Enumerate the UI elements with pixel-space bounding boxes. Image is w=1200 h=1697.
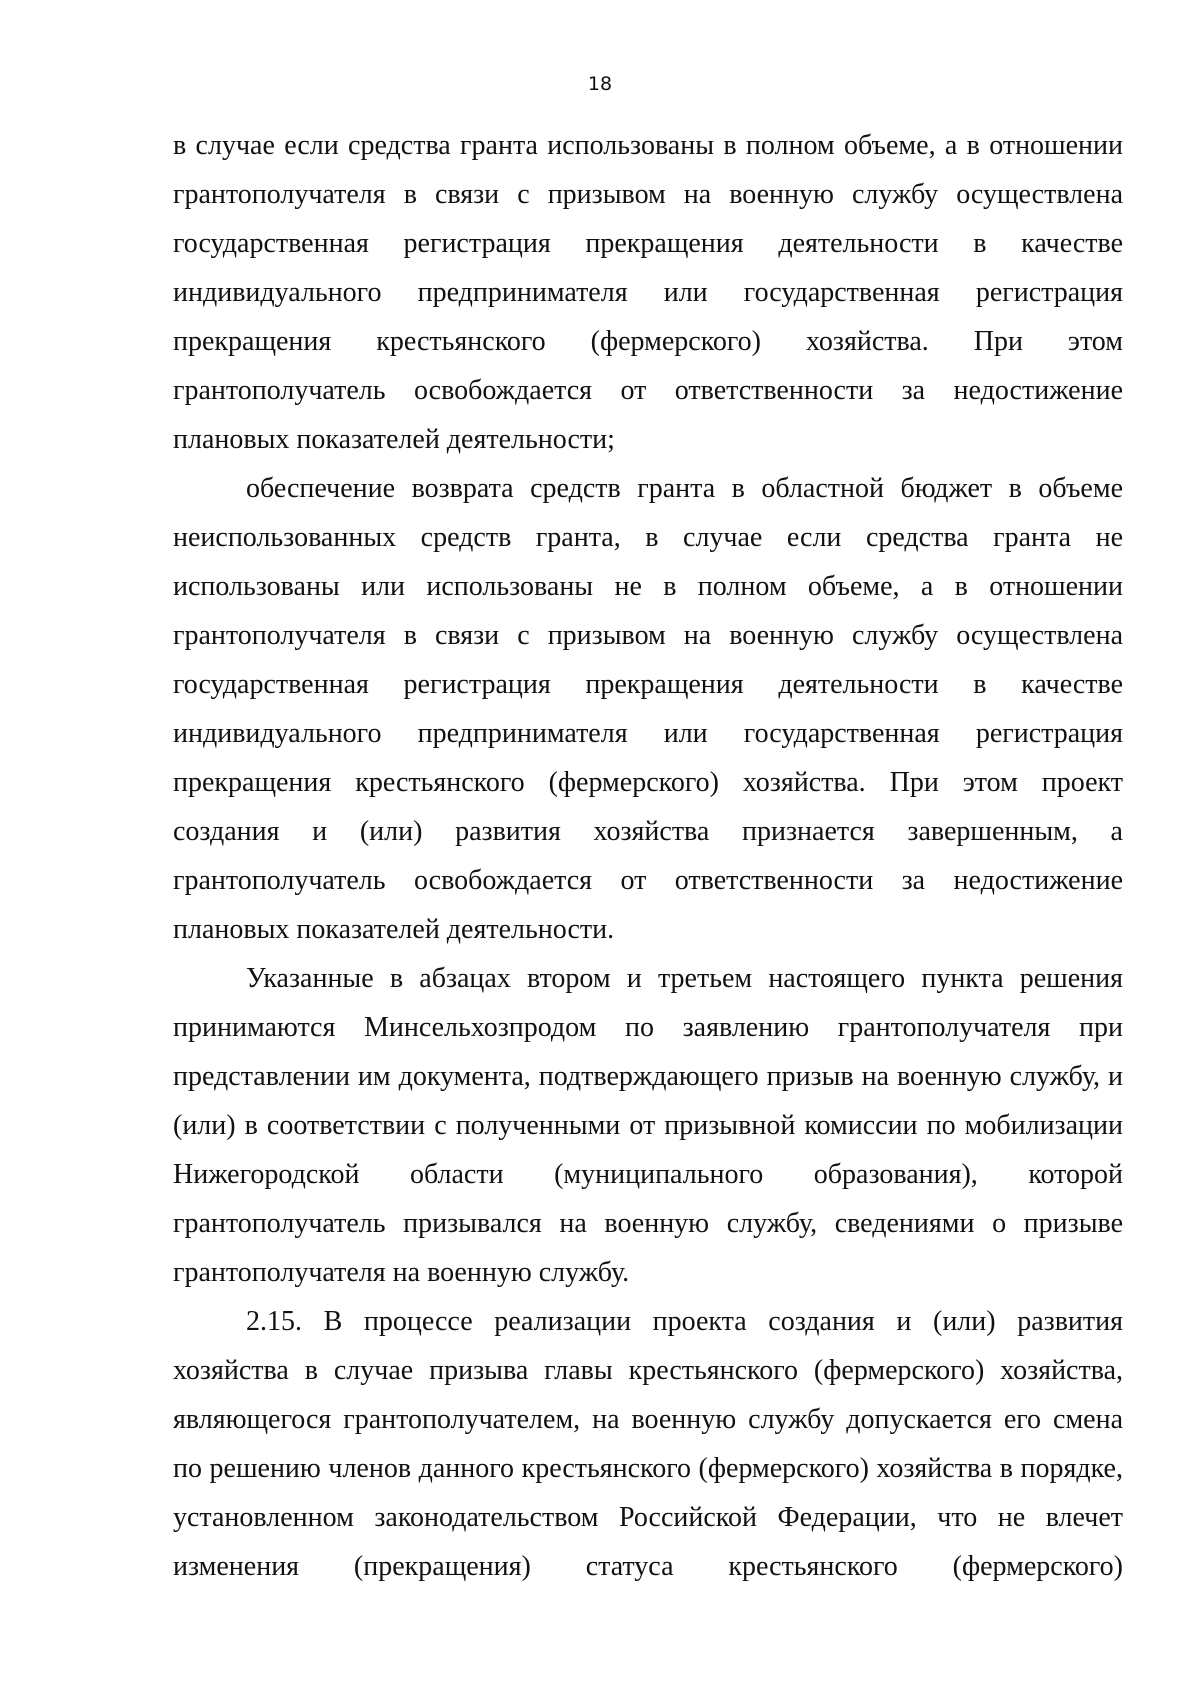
document-body bbox=[173, 121, 1123, 1591]
page-number: 18 bbox=[587, 73, 613, 95]
paragraph-decisions: Указанные в абзацах втором и третьем настоящего пункта решения принимаются Минсельхозпродом по заявлению грантополучателя при представлении им документа, подтверждающего призыв на военную службу, и (или) в соответствии с полученными от призывной комиссии по мобилизации Нижегородской области (муниципального образования), которой грантополучатель призывался на военную службу, сведениями о призыве грантополучателя на военную службу. bbox=[173, 963, 1123, 1288]
paragraph-continuation: в случае если средства гранта использованы в полном объеме, а в отношении грантополучателя в связи с призывом на военную службу осуществлена государственная регистрация прекращения деятельности в качестве индивидуального предпринимателя или государственная регистрация прекращения крестьянского (фермерского) хозяйства. При этом грантополучатель освобождается от ответственности за недостижение плановых показателей деятельности; bbox=[173, 130, 1123, 455]
paragraph-grant-return: обеспечение возврата средств гранта в областной бюджет в объеме неиспользованных средств гранта, в случае если средства гранта не использованы или использованы не в полном объеме, а в отношении грантополучателя в связи с призывом на военную службу осуществлена государственная регистрация прекращения деятельности в качестве индивидуального предпринимателя или государственная регистрация прекращения крестьянского (фермерского) хозяйства. При этом проект создания и (или) развития хозяйства признается завершенным, а грантополучатель освобождается от ответственности за недостижение плановых показателей деятельности. bbox=[173, 473, 1123, 945]
paragraph-2-15: 2.15. В процессе реализации проекта создания и (или) развития хозяйства в случае призыва главы крестьянского (фермерского) хозяйства, являющегося грантополучателем, на военную службу допускается его смена по решению членов данного крестьянского (фермерского) хозяйства в порядке, установленном законодательством Российской Федерации, что не влечет изменения (прекращения) статуса крестьянского (фермерского) bbox=[173, 1306, 1123, 1582]
